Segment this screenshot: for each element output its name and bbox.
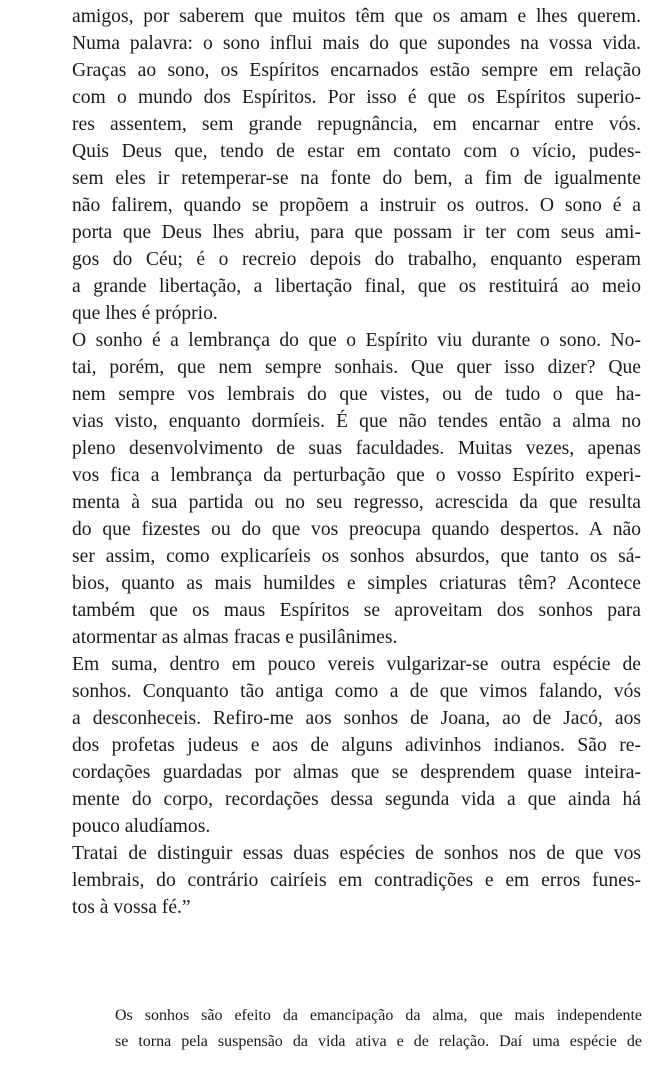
body-line: com o mundo dos Espíritos. Por isso é que os Espíritos superio-: [72, 87, 641, 108]
body-line: Tratai de distinguir essas duas espécies de sonhos nos de que vos: [72, 843, 641, 864]
body-line: ser assim, como explicaríeis os sonhos absurdos, que tanto os sá-: [72, 546, 641, 567]
body-line: tos à vossa fé.”: [72, 897, 191, 918]
body-line: res assentem, sem grande repugnância, em encarnar entre vós.: [72, 114, 641, 135]
body-line: cordações guardadas por almas que se desprendem quase inteira-: [72, 762, 641, 783]
body-line: tai, porém, que nem sempre sonhais. Que quer isso dizer? Que: [72, 357, 641, 378]
note-line: Os sonhos são efeito da emancipação da alma, que mais independente: [115, 1007, 642, 1024]
body-line: sonhos. Conquanto tão antiga como a de que vimos falando, vós: [72, 681, 641, 702]
body-line: menta à sua partida ou no seu regresso, acrescida da que resulta: [72, 492, 641, 513]
body-line: que lhes é próprio.: [72, 303, 218, 324]
body-line: atormentar as almas fracas e pusilânimes.: [72, 627, 398, 648]
body-line: Em suma, dentro em pouco vereis vulgarizar-se outra espécie de: [72, 654, 641, 675]
body-line: do que fizestes ou do que vos preocupa quando despertos. A não: [72, 519, 641, 540]
body-line: mente do corpo, recordações dessa segunda vida a que ainda há: [72, 789, 641, 810]
body-line: pouco aludíamos.: [72, 816, 211, 837]
body-line: O sonho é a lembrança do que o Espírito viu durante o sono. No-: [72, 330, 641, 351]
body-line: lembrais, do contrário cairíeis em contradições e em erros funes-: [72, 870, 641, 891]
body-line: também que os maus Espíritos se aproveitam dos sonhos para: [72, 600, 641, 621]
body-line: não falirem, quando se propõem a instruir os outros. O sono é a: [72, 195, 641, 216]
body-line: pleno desenvolvimento de suas faculdades. Muitas vezes, apenas: [72, 438, 641, 459]
body-line: nem sempre vos lembrais do que vistes, ou de tudo o que ha-: [72, 384, 641, 405]
body-line: Graças ao sono, os Espíritos encarnados estão sempre em relação: [72, 60, 641, 81]
body-line: a desconheceis. Refiro-me aos sonhos de Joana, ao de Jacó, aos: [72, 708, 641, 729]
body-line: a grande libertação, a libertação final, que os restituirá ao meio: [72, 276, 641, 297]
body-line: bios, quanto as mais humildes e simples criaturas têm? Acontece: [72, 573, 641, 594]
body-line: gos do Céu; é o recreio depois do trabalho, enquanto esperam: [72, 249, 641, 270]
body-line: Quis Deus que, tendo de estar em contato com o vício, pudes-: [72, 141, 641, 162]
note-line: se torna pela suspensão da vida ativa e de relação. Daí uma espécie de: [115, 1033, 642, 1050]
body-line: porta que Deus lhes abriu, para que possam ir ter com seus ami-: [72, 222, 641, 243]
body-line: vos fica a lembrança da perturbação que o vosso Espírito experi-: [72, 465, 641, 486]
body-line: vias visto, enquanto dormíeis. É que não tendes então a alma no: [72, 411, 641, 432]
body-line: amigos, por saberem que muitos têm que os amam e lhes querem.: [72, 6, 641, 27]
body-line: dos profetas judeus e aos de alguns adivinhos indianos. São re-: [72, 735, 641, 756]
body-line: sem eles ir retemperar-se na fonte do bem, a fim de igualmente: [72, 168, 641, 189]
body-line: Numa palavra: o sono influi mais do que supondes na vossa vida.: [72, 33, 641, 54]
